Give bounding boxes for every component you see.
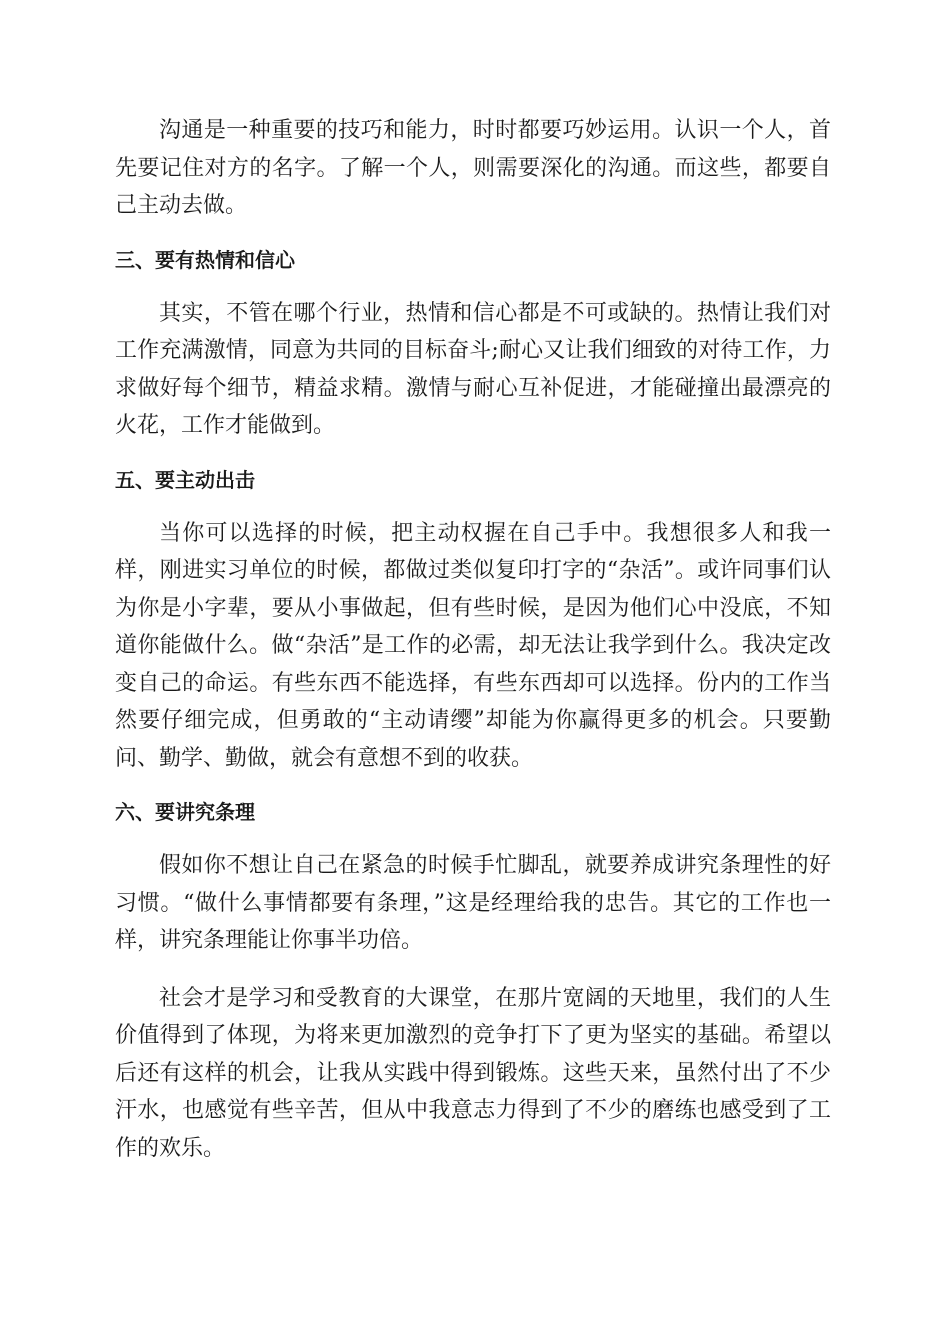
heading-passion-confidence: 三、要有热情和信心: [115, 247, 295, 272]
heading-take-initiative: 五、要主动出击: [115, 467, 255, 492]
paragraph-take-initiative: 当你可以选择的时候，把主动权握在自己手中。我想很多人和我一样，刚进实习单位的时候，都做过类似复印打字的“杂活”。或许同事们认为你是小字辈，要从小事做起，但有些时候，是因为他们心中没底，不知道你能做什么。做“杂活”是工作的必需，却无法让我学到什么。我决定改变自己的命运。有些东西不能选择，有些东西却可以选择。份内的工作当然要仔细完成，但勇敢的“主动请缨”却能为你赢得更多的机会。只要勤问、勤学、勤做，就会有意想不到的收获。: [115, 520, 831, 771]
heading-be-organized: 六、要讲究条理: [115, 800, 255, 824]
document-page: [115, 112, 831, 1167]
paragraph-passion-confidence: 其实，不管在哪个行业，热情和信心都是不可或缺的。热情让我们对工作充满激情，同意为共同的目标奋斗;耐心又让我们细致的对待工作，力求做好每个细节，精益求精。激情与耐心互补促进，才能碰撞出最漂亮的火花，工作才能做到。: [115, 300, 831, 438]
paragraph-communication: 沟通是一种重要的技巧和能力，时时都要巧妙运用。认识一个人，首先要记住对方的名字。了解一个人，则需要深化的沟通。而这些，都要自己主动去做。: [115, 118, 831, 218]
paragraph-be-organized: 假如你不想让自己在紧急的时候手忙脚乱，就要养成讲究条理性的好习惯。“做什么事情都要有条理，”这是经理给我的忠告。其它的工作也一样，讲究条理能让你事半功倍。: [115, 853, 831, 953]
paragraph-conclusion: 社会才是学习和受教育的大课堂，在那片宽阔的天地里，我们的人生价值得到了体现，为将来更加激烈的竞争打下了更为坚实的基础。希望以后还有这样的机会，让我从实践中得到锻炼。这些天来，虽然付出了不少汗水，也感觉有些辛苦，但从中我意志力得到了不少的磨练也感受到了工作的欢乐。: [115, 985, 831, 1161]
